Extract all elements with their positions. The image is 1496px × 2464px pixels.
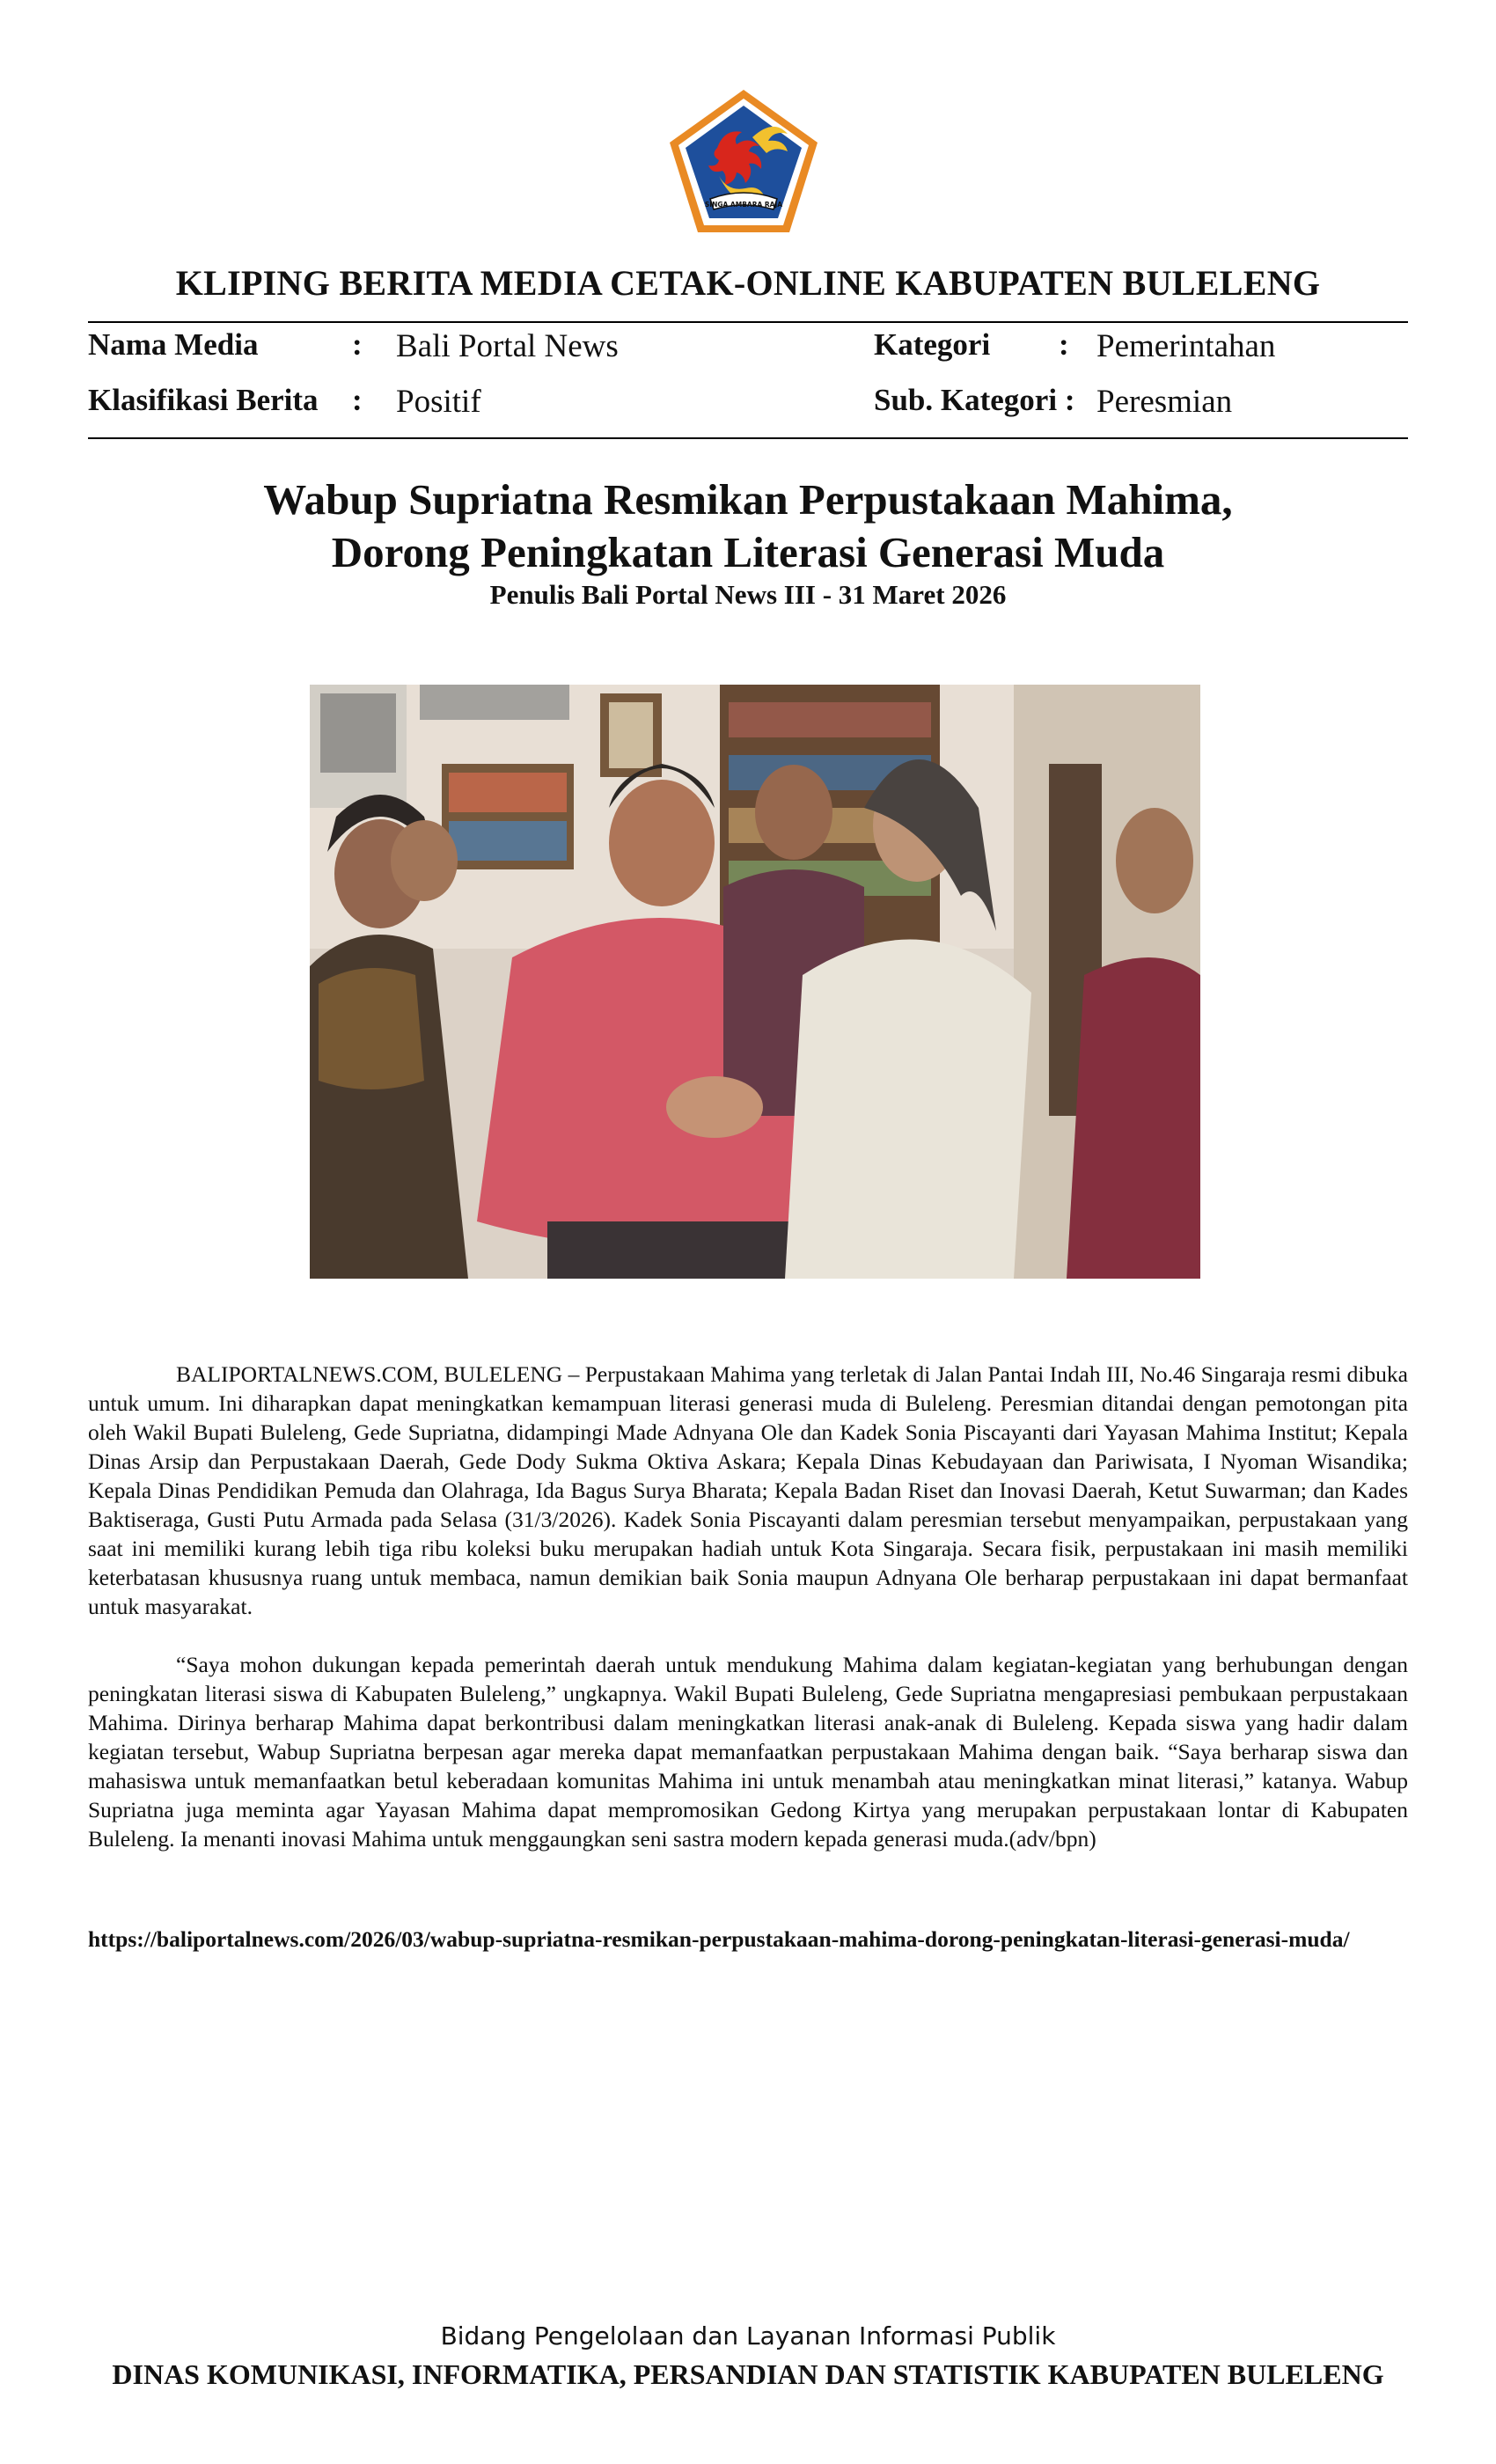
headline-line-2: Dorong Peningkatan Literasi Generasi Muda [331, 528, 1165, 576]
sub-kategori-value: Peresmian [1096, 384, 1233, 420]
article-paragraph-2: “Saya mohon dukungan kepada pemerintah daerah untuk mendukung Mahima dalam kegiatan-kegiatan yang berhubungan dengan peningkatan literasi siswa di Kabupaten Buleleng,” ungkapnya. Wakil Bupati Buleleng, Gede Supriatna mengapresiasi pembukaan perpustakaan Mahima. Dirinya berharap Mahima dapat berkontribusi dalam meningkatkan literasi anak-anak di Buleleng. Kepada siswa yang hadir dalam kegiatan tersebut, Wabup Supriatna berpesan agar mereka dapat memanfaatkan perpustakaan Mahima dengan baik. “Saya berharap siswa dan mahasiswa untuk memanfaatkan betul keberadaan komunitas Mahima ini untuk menambah atau meningkatkan minat literasi,” katanya. Wabup Supriatna juga meminta agar Yayasan Mahima dapat mempromosikan Gedong Kirtya yang merupakan perpustakaan lontar di Kabupaten Buleleng. Ia menanti inovasi Mahima untuk menggaungkan seni sastra modern kepada generasi muda.(adv/bpn) [88, 1652, 1408, 1852]
klasifikasi-label: Klasifikasi Berita [88, 383, 319, 417]
footer-agency: DINAS KOMUNIKASI, INFORMATIKA, PERSANDIAN DAN STATISTIK KABUPATEN BULELENG [112, 2358, 1384, 2390]
kategori-label: Kategori [874, 327, 991, 362]
nama-media-label: Nama Media [88, 327, 259, 362]
header-rule-bottom [88, 437, 1408, 439]
article-headline [88, 473, 1408, 579]
article-byline: Penulis Bali Portal News III - 31 Maret 2026 [489, 579, 1007, 610]
article-paragraph-1: BALIPORTALNEWS.COM, BULELENG – Perpustakaan Mahima yang terletak di Jalan Pantai Indah III, No.46 Singaraja resmi dibuka untuk umum. Ini diharapkan dapat meningkatkan kemampuan literasi generasi muda di Buleleng. Peresmian ditandai dengan pemotongan pita oleh Wakil Bupati Buleleng, Gede Supriatna, didampingi Made Adnyana Ole dan Kadek Sonia Piscayanti dari Yayasan Mahima Institut; Kepala Dinas Arsip dan Perpustakaan Daerah, Gede Dody Sukma Oktiva Askara; Kepala Dinas Kebudayaan dan Pariwisata, I Nyoman Wisandika; Kepala Dinas Pendidikan Pemuda dan Olahraga, Ida Bagus Surya Bharata; Kepala Badan Riset dan Inovasi Daerah, Ketut Suwarman; dan Kades Baktiseraga, Gusti Putu Armada pada Selasa (31/3/2026). Kadek Sonia Piscayanti dalam peresmian tersebut menyampaikan, perpustakaan yang saat ini memiliki kurang lebih tiga ribu koleksi buku merupakan hadiah untuk Kota Singaraja. Secara fisik, perpustakaan ini masih memiliki keterbatasan khususnya ruang untuk membaca, namun demikian baik Sonia maupun Adnyana Ole berharap perpustakaan ini dapat bermanfaat untuk masyarakat. [88, 1361, 1408, 1619]
kategori-colon: : [1059, 327, 1069, 362]
footer-department: Bidang Pengelolaan dan Layanan Informasi Publik [440, 2321, 1056, 2350]
logo-caption: SINGA AMBARA RAJA [704, 201, 783, 209]
klasifikasi-colon: : [352, 383, 363, 417]
header-rule-top [88, 321, 1408, 323]
nama-media-colon: : [352, 327, 363, 362]
article-body [88, 1360, 1408, 1882]
article-source-link[interactable]: https://baliportalnews.com/2026/03/wabup-supriatna-resmikan-perpustakaan-mahima-dorong-peningkatan-literasi-generasi-muda/ [88, 1926, 1350, 1952]
article-photo [310, 685, 1200, 1279]
sub-kategori-label: Sub. Kategori : [874, 383, 1075, 417]
klasifikasi-value: Positif [396, 384, 481, 420]
clipping-header-title: KLIPING BERITA MEDIA CETAK-ONLINE KABUPATEN BULELENG [175, 263, 1321, 303]
kategori-value: Pemerintahan [1096, 328, 1276, 364]
nama-media-value: Bali Portal News [396, 328, 619, 364]
headline-line-1: Wabup Supriatna Resmikan Perpustakaan Mahima, [263, 475, 1233, 524]
meta-row-media [88, 327, 1408, 368]
singa-ambara-raja-emblem-icon [664, 86, 823, 238]
meta-row-classification [88, 383, 1408, 423]
